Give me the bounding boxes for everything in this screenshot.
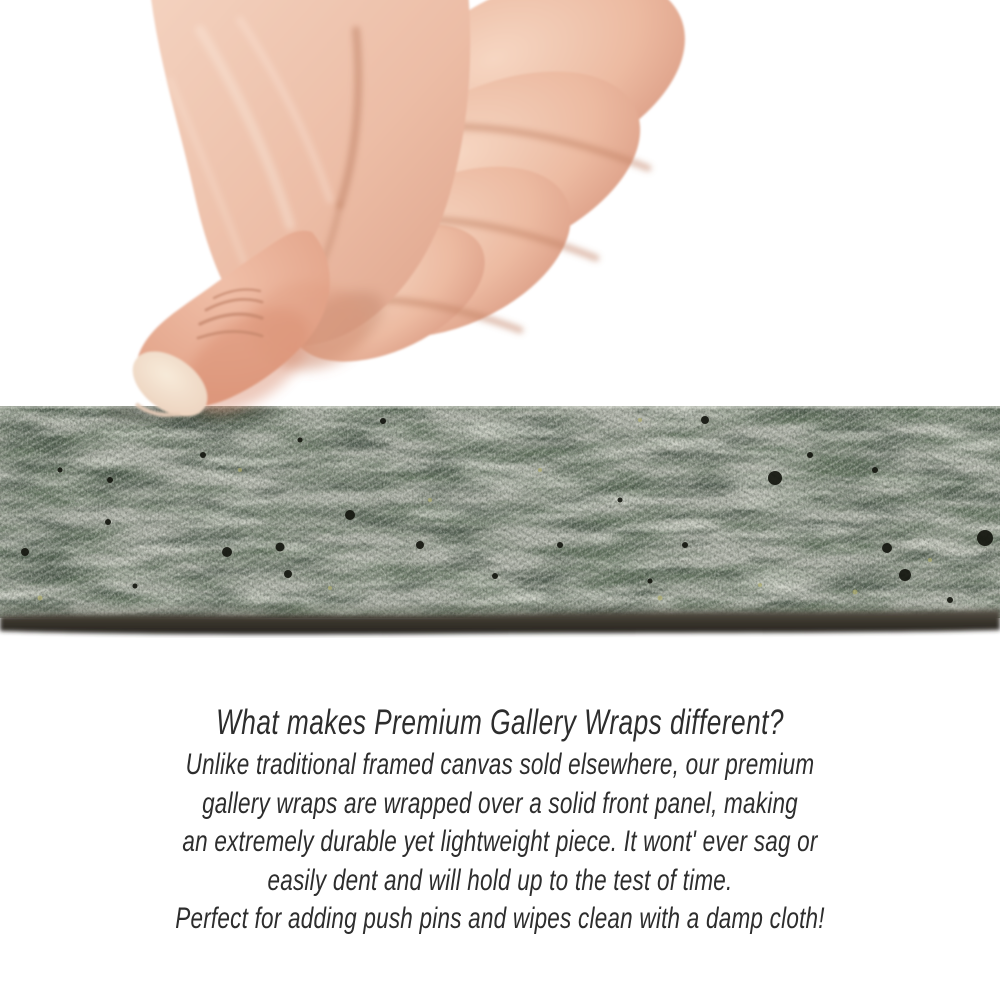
caption-line-4: easily dent and will hold up to the test of time.	[267, 863, 733, 897]
caption-line-1: Unlike traditional framed canvas sold elsewhere, our premium	[185, 748, 815, 781]
caption-title: What makes Premium Gallery Wraps different?	[216, 703, 784, 742]
hand-photo	[0, 0, 1000, 442]
panel-bottom-edge	[0, 606, 1000, 634]
caption-block	[125, 699, 875, 939]
caption-line-2: gallery wraps are wrapped over a solid front panel, making	[202, 786, 798, 820]
caption-line-5: Perfect for adding push pins and wipes clean with a damp cloth!	[175, 902, 825, 935]
caption-line-3: an extremely durable yet lightweight piece. It wont' ever sag or	[182, 825, 818, 858]
